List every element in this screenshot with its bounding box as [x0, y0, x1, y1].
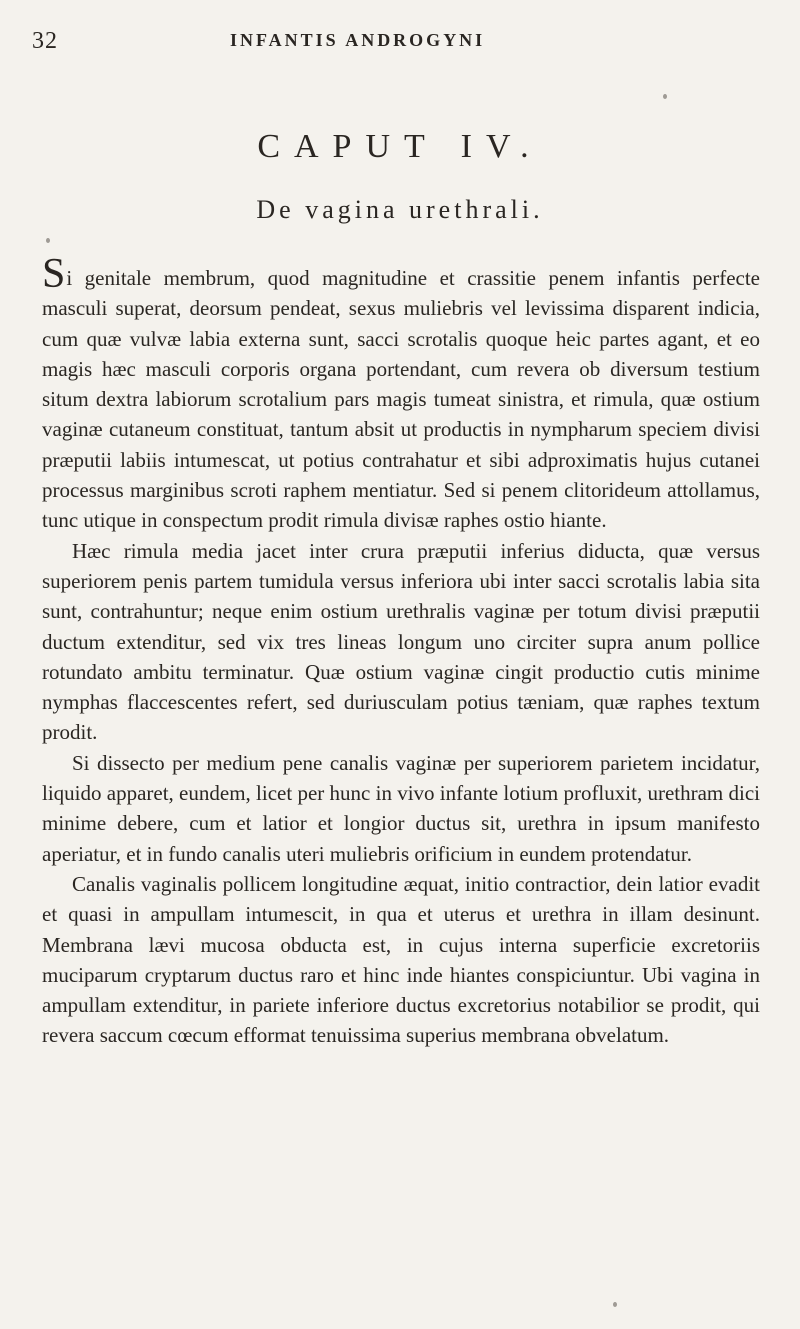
- ink-speck: [613, 1302, 617, 1307]
- paragraph-2: Hæc rimula media jacet inter crura præputii inferius diducta, quæ versus superiorem penis partem tumidula versus inferiora ubi inter sacci scrotalis labia sita sunt, contrahuntur; neque enim ostium urethralis vaginæ per totum divisi præputii ductum extenditur, sed vix tres lineas longum uno circiter supra anum pollice rotundato ambitu terminatur. Quæ ostium vaginæ cingit productio cutis minime nymphas flaccescentes refert, sed duriusculam potius tæniam, quæ raphes textum prodit.: [42, 538, 760, 745]
- paragraph-text: i genitale membrum, quod magnitudine et crassitie penem infantis perfecte masculi superat, deorsum pendeat, sexus muliebris vel levissima disparent indicia, cum quæ vulvæ labia externa sunt, sacci scrotalis quoque heic partes agant, et eo magis hæc masculi corporis organa portendant, cum revera ob diversum testium situm dextra labiorum scrotalium pars magis tumeat sinistra, et rimula, quæ ostium vaginæ cutaneum constituat, tantum absit ut productis in nympharum speciem divisi præputii labiis intumescat, ut potius contrahatur et sibi adproximatis hujus cutanei processus marginibus scroti raphem mentiatur. Sed si penem clitorideum attollamus, tunc utique in conspectum prodit rimula divisæ raphes ostio hiante.: [42, 266, 760, 533]
- page-number: 32: [32, 28, 58, 54]
- body-text: [42, 251, 760, 1051]
- drop-initial: S: [42, 251, 66, 297]
- running-title: INFANTIS ANDROGYNI: [230, 30, 486, 50]
- ink-speck: [46, 238, 50, 243]
- paragraph-1: [42, 251, 760, 536]
- paragraph-3: Si dissecto per medium pene canalis vaginæ per superiorem parietem incidatur, liquido apparet, eundem, licet per hunc in vivo infante lotium profluxit, urethram dici minime debere, cum et latior et longior ductus sit, urethra in ipsum manifesto aperiatur, et in fundo canalis uteri muliebris orificium in eundem protendatur.: [42, 750, 760, 866]
- running-head: [32, 28, 772, 58]
- paragraph-4: Canalis vaginalis pollicem longitudine æquat, initio contractior, dein latior evadit et quasi in ampullam intumescit, in qua et uterus et urethra in illam desinunt. Membrana lævi mucosa obducta est, in cujus interna superficie excretoriis muciparum cryptarum ductus raro et hinc inde hiantes conspiciuntur. Ubi vagina in ampullam extenditur, in pariete inferiore ductus excretorius notabilior se prodit, qui revera saccum cœcum efformat tenuissima superius membrana obvelatum.: [42, 871, 760, 1048]
- chapter-heading: CAPUT IV.: [257, 128, 543, 165]
- ink-speck: [663, 94, 667, 99]
- chapter-subtitle: De vagina urethrali.: [256, 195, 544, 224]
